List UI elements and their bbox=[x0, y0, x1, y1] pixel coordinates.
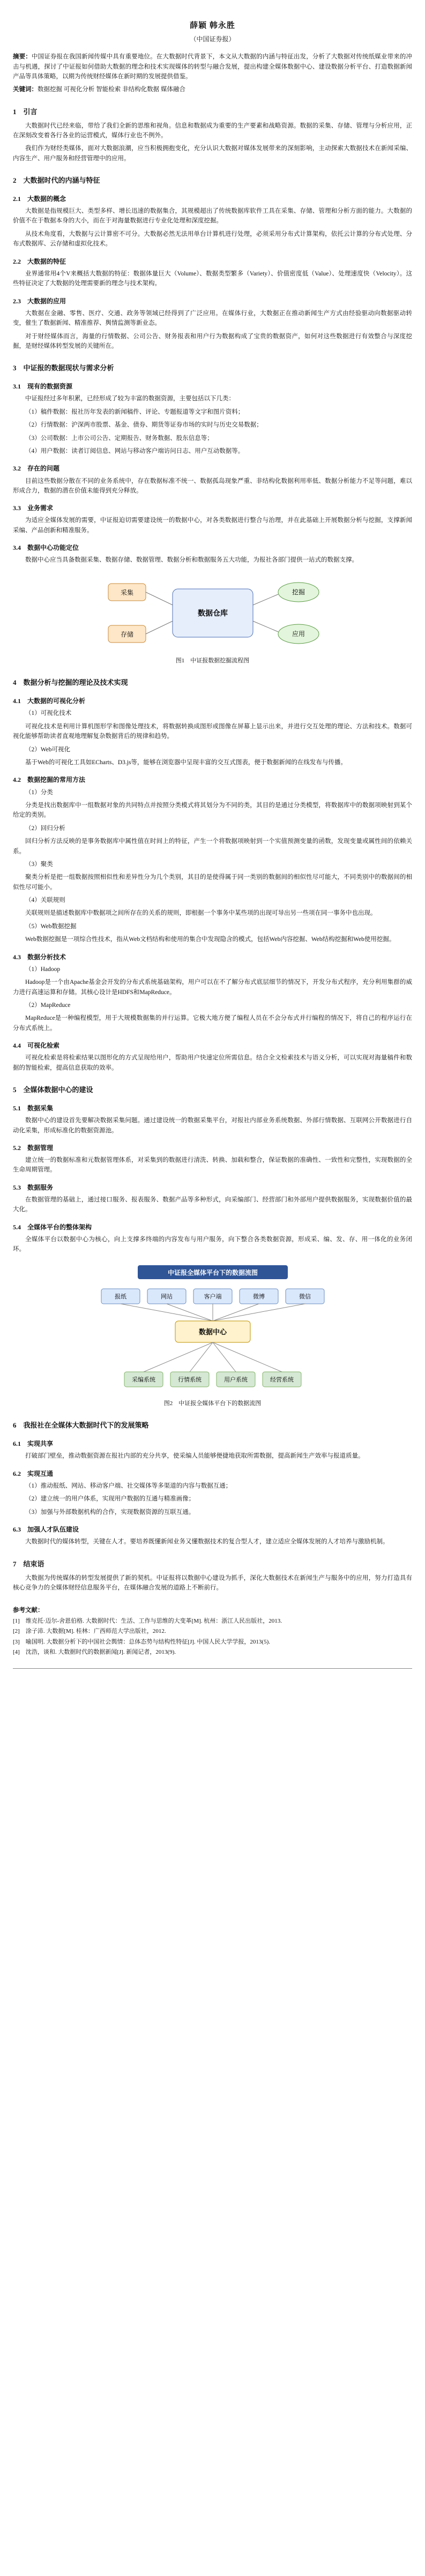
paragraph: （4）关联规则 bbox=[25, 897, 65, 904]
paragraph: （2）行情数据：沪深两市股票、基金、债券、期货等证券市场的实时与历史交易数据； bbox=[25, 422, 263, 429]
paragraph: （5）Web数据挖掘 bbox=[25, 923, 77, 930]
fig2-bottom-label: 采编系统 bbox=[131, 1376, 155, 1383]
paragraph: 中证报经过多年积累，已经形成了较为丰富的数据资源，主要包括以下几类： bbox=[25, 395, 235, 402]
fig2-top-label: 微博 bbox=[252, 1293, 265, 1300]
article-title: 薛颖 韩永胜 bbox=[190, 21, 235, 30]
figure-2 bbox=[13, 1262, 412, 1409]
subsection-heading: 2.2 大数据的特征 bbox=[13, 257, 66, 265]
section-heading: 5 全媒体数据中心的建设 bbox=[13, 1086, 93, 1094]
paragraph: 数据中心的建设首先要解决数据采集问题。通过建设统一的数据采集平台，对报社内部业务系统数据、外部行情数据、互联网公开数据进行自动化采集，形成标准化的数据资源池。 bbox=[13, 1117, 412, 1134]
fig1-label-collect: 采集 bbox=[120, 588, 133, 596]
paragraph: 打破部门壁垒，推动数据资源在报社内部的充分共享，使采编人员能够便捷地获取所需数据，提高新闻生产效率与报道质量。 bbox=[25, 1453, 364, 1460]
paragraph: Hadoop是一个由Apache基金会开发的分布式系统基础架构，用户可以在不了解分布式底层细节的情况下，开发分布式程序，充分利用集群的威力进行高速运算和存储。其核心设计是HDFS和MapReduce。 bbox=[13, 979, 412, 996]
subsection-heading: 5.1 数据采集 bbox=[13, 1104, 54, 1112]
article-page bbox=[13, 0, 412, 1669]
paragraph: 业界通常用4个V来概括大数据的特征：数据体量巨大（Volume）、数据类型繁多（Variety）、价值密度低（Value）、处理速度快（Velocity）。这些特征决定了大数据的处理需要新的理念与技术架构。 bbox=[13, 270, 412, 287]
paragraph: 可视化检索是将检索结果以图形化的方式呈现给用户，帮助用户快速定位所需信息。结合全文检索技术与语义分析，可以实现对海量稿件和数据的智能检索，提高信息获取的效率。 bbox=[13, 1055, 412, 1071]
figure-2-diagram bbox=[84, 1262, 341, 1396]
keywords-label: 关键词： bbox=[13, 86, 38, 93]
fig2-top-label: 网站 bbox=[160, 1293, 173, 1300]
section-heading: 6 我报社在全媒体大数据时代下的发展策略 bbox=[13, 1421, 149, 1430]
section-heading: 7 结束语 bbox=[13, 1559, 44, 1568]
fig2-bottom-edge bbox=[144, 1342, 213, 1372]
fig2-top-row bbox=[101, 1289, 324, 1321]
paragraph: （2）回归分析 bbox=[25, 825, 65, 832]
article-subtitle: （中国证券报） bbox=[190, 35, 235, 43]
fig2-bottom-edge bbox=[213, 1342, 282, 1372]
keywords bbox=[13, 85, 412, 94]
footer-rule bbox=[13, 1668, 412, 1669]
fig2-center-label: 数据中心 bbox=[198, 1327, 227, 1336]
paragraph: 全媒体平台以数据中心为核心，向上支撑多终端的内容发布与用户服务，向下整合各类数据资源，形成采、编、发、存、用一体化的业务闭环。 bbox=[13, 1236, 412, 1253]
subsection-heading: 4.1 大数据的可视化分析 bbox=[13, 697, 86, 705]
paragraph: 基于Web的可视化工具如ECharts、D3.js等，能够在浏览器中呈现丰富的交互式图表，便于数据新闻的在线发布与传播。 bbox=[25, 759, 347, 766]
paragraph: （1）Hadoop bbox=[25, 966, 61, 973]
paragraph: 数据中心应当具备数据采集、数据存储、数据管理、数据分析和数据服务五大功能，为报社各部门提供一站式的数据支撑。 bbox=[25, 557, 358, 564]
paragraph: 关联规则是描述数据库中数据项之间所存在的关系的规则，即根据一个事务中某些项的出现可导出另一些项在同一事务中也出现。 bbox=[25, 910, 377, 917]
paragraph: 大数据为传统媒体的转型发展提供了新的契机。中证报将以数据中心建设为抓手，深化大数据技术在新闻生产与服务中的应用，努力打造具有核心竞争力的全媒体财经信息服务平台，在媒体融合发展的道路上不断前行。 bbox=[13, 1574, 412, 1591]
paragraph: 在数据管理的基础上，通过接口服务、报表服务、数据产品等多种形式，向采编部门、经营部门和外部用户提供数据服务，实现数据价值的最大化。 bbox=[13, 1197, 412, 1213]
paragraph: 对于财经媒体而言，海量的行情数据、公司公告、财务报表和用户行为数据构成了宝贵的数据资产，如何对这些数据进行有效整合与深度挖掘，是财经媒体转型发展的关键所在。 bbox=[13, 333, 412, 349]
paragraph: 分类是找出数据库中一组数据对象的共同特点并按照分类模式将其划分为不同的类，其目的是通过分类模型，将数据库中的数据项映射到某个给定的类别。 bbox=[13, 802, 412, 819]
section-heading: 1 引言 bbox=[13, 107, 38, 116]
fig2-top-label: 客户端 bbox=[204, 1293, 221, 1300]
reference-item: [3] 喻国明. 大数据分析下的中国社会舆情：总体态势与结构性特征[J]. 中国人民大学学报，2013(5). bbox=[13, 1638, 271, 1645]
paragraph: （4）用户数据：读者订阅信息、网站与移动客户端访问日志、用户互动数据等。 bbox=[25, 447, 244, 454]
paragraph: 大数据在金融、零售、医疗、交通、政务等领域已经得到了广泛应用。在媒体行业，大数据正在推动新闻生产方式由经验驱动向数据驱动转变，催生了数据新闻、精准推荐、舆情监测等新业态。 bbox=[13, 310, 412, 327]
fig2-top-edge bbox=[167, 1304, 213, 1321]
fig2-top-edge bbox=[213, 1304, 305, 1321]
fig2-banner-label: 中证报全媒体平台下的数据流图 bbox=[167, 1268, 258, 1276]
subsection-heading: 6.1 实现共享 bbox=[13, 1440, 54, 1448]
subsection-heading: 5.4 全媒体平台的整体架构 bbox=[13, 1223, 92, 1231]
subsection-heading: 5.2 数据管理 bbox=[13, 1144, 54, 1152]
subsection-heading: 5.3 数据服务 bbox=[13, 1183, 54, 1191]
fig2-top-edge bbox=[121, 1304, 213, 1321]
paragraph: 可视化技术是利用计算机图形学和图像处理技术，将数据转换成图形或图像在屏幕上显示出来，并进行交互处理的理论、方法和技术。数据可视化能够帮助读者直观地理解复杂数据背后的规律和趋势。 bbox=[13, 723, 412, 740]
paragraph: 回归分析方法反映的是事务数据库中属性值在时间上的特征，产生一个将数据项映射到一个实值预测变量的函数，发现变量或属性间的依赖关系。 bbox=[13, 838, 412, 855]
fig1-edge-2 bbox=[146, 621, 173, 634]
paragraph: （1）可视化技术 bbox=[25, 710, 72, 717]
fig1-label-store: 存储 bbox=[120, 630, 133, 638]
fig1-edge-1 bbox=[146, 592, 173, 605]
abstract-text: 中国证券报在我国新闻传媒中具有重要地位。在大数据时代背景下，本文从大数据的内涵与特征出发，分析了大数据对传统纸媒业带来的冲击与机遇，探讨了中证报如何借助大数据的理念和技术实现媒体的转型与融合发展，提出构建全媒体数据中心、建设数据分析平台、打造数据新闻产品等具体策略，以期为传统财经媒体在新时期的发展提供借鉴。 bbox=[13, 54, 413, 80]
subsection-heading: 4.2 数据挖掘的常用方法 bbox=[13, 776, 86, 784]
reference-item: [1] 维克托·迈尔-舍恩伯格. 大数据时代：生活、工作与思维的大变革[M]. 杭州：浙江人民出版社，2013. bbox=[13, 1617, 282, 1624]
paragraph: 为适应全媒体发展的需要，中证报迫切需要建设统一的数据中心，对各类数据进行整合与治理，并在此基础上开展数据分析与挖掘，支撑新闻采编、产品创新和精准服务。 bbox=[13, 517, 412, 534]
figure-1-caption: 图1 中证报数据挖掘流程图 bbox=[175, 657, 250, 664]
fig2-bottom-edge bbox=[190, 1342, 213, 1372]
section-heading: 4 数据分析与挖掘的理论及技术实现 bbox=[13, 678, 128, 687]
reference-item: [4] 沈浩，谈和. 大数据时代的数据新闻[J]. 新闻记者，2013(9). bbox=[13, 1649, 176, 1656]
paragraph: （3）加强与外部数据机构的合作，实现数据资源的互联互通。 bbox=[25, 1509, 195, 1515]
references-heading: 参考文献： bbox=[13, 1607, 44, 1614]
subsection-heading: 4.4 可视化检索 bbox=[13, 1042, 60, 1050]
fig2-top-edge bbox=[213, 1304, 259, 1321]
figure-1 bbox=[13, 573, 412, 666]
paragraph: （1）分类 bbox=[25, 789, 53, 796]
fig1-label-mine: 挖掘 bbox=[292, 588, 305, 596]
abstract-label: 摘要： bbox=[13, 54, 32, 61]
paragraph: （2）建立统一的用户体系，实现用户数据的互通与精准画像； bbox=[25, 1496, 195, 1503]
paragraph: （2）Web可视化 bbox=[25, 746, 71, 753]
article-body bbox=[13, 107, 412, 1593]
paragraph: 大数据时代已经来临，带给了我们全新的思维和视角。信息和数据成为重要的生产要素和战略资源。数据的采集、存储、管理与分析应用，正在深刻改变着各行各业的运营模式，媒体行业也不例外。 bbox=[13, 122, 412, 139]
paragraph: 从技术角度看，大数据与云计算密不可分。大数据必然无法用单台计算机进行处理，必须采用分布式计算架构，依托云计算的分布式处理、分布式数据库、云存储和虚拟化技术。 bbox=[13, 230, 412, 248]
fig1-label-warehouse: 数据仓库 bbox=[197, 608, 228, 617]
subsection-heading: 3.3 业务需求 bbox=[13, 504, 54, 512]
subsection-heading: 6.3 加强人才队伍建设 bbox=[13, 1526, 79, 1534]
keywords-text: 数据挖掘 可视化分析 智能检索 非结构化数据 媒体融合 bbox=[38, 86, 185, 93]
subsection-heading: 2.1 大数据的概念 bbox=[13, 195, 66, 203]
fig2-top-label: 微信 bbox=[299, 1293, 311, 1300]
fig1-edge-3 bbox=[253, 594, 278, 605]
paragraph: （1）推动报纸、网站、移动客户端、社交媒体等多渠道的内容与数据互通； bbox=[25, 1482, 232, 1489]
paragraph: Web数据挖掘是一项综合性技术，指从Web文档结构和使用的集合中发现隐含的模式，包括Web内容挖掘、Web结构挖掘和Web使用挖掘。 bbox=[25, 936, 396, 943]
section-heading: 2 大数据时代的内涵与特征 bbox=[13, 176, 100, 185]
abstract bbox=[13, 52, 412, 81]
subsection-heading: 2.3 大数据的应用 bbox=[13, 297, 66, 305]
paragraph: 目前这些数据分散在不同的业务系统中，存在数据标准不统一、数据孤岛现象严重、非结构化数据利用率低、数据分析能力不足等问题，难以形成合力，数据的潜在价值未能得到充分释放。 bbox=[13, 477, 412, 494]
fig2-top-label: 报纸 bbox=[114, 1293, 126, 1300]
paragraph: （3）公司数据：上市公司公告、定期报告、财务数据、股东信息等； bbox=[25, 435, 213, 442]
subsection-heading: 6.2 实现互通 bbox=[13, 1469, 54, 1477]
figure-1-diagram bbox=[98, 573, 328, 653]
fig2-bottom-label: 行情系统 bbox=[177, 1376, 202, 1383]
references bbox=[13, 1606, 412, 1657]
reference-list bbox=[13, 1617, 412, 1657]
paragraph: （3）聚类 bbox=[25, 861, 53, 868]
paragraph: 聚类分析是把一组数据按照相似性和差异性分为几个类别，其目的是使得属于同一类别的数据间的相似性尽可能大，不同类别中的数据间的相似性尽可能小。 bbox=[13, 874, 412, 891]
reference-item: [2] 涂子沛. 大数据[M]. 桂林：广西师范大学出版社，2012. bbox=[13, 1628, 166, 1635]
paragraph: （1）稿件数据：报社历年发表的新闻稿件、评论、专题报道等文字和图片资料； bbox=[25, 408, 244, 415]
paragraph: （2）MapReduce bbox=[25, 1002, 71, 1009]
paragraph: 大数据是指规模巨大、类型多样、增长迅速的数据集合，其规模超出了传统数据库软件工具在采集、存储、管理和分析方面的能力。大数据的价值不在于数据本身的大小，而在于对海量数据进行专业化处理和深度挖掘。 bbox=[13, 208, 412, 225]
subsection-heading: 3.1 现有的数据资源 bbox=[13, 383, 73, 391]
paragraph: 建立统一的数据标准和元数据管理体系，对采集到的数据进行清洗、转换、加载和整合，保证数据的准确性、一致性和完整性，实现数据的全生命周期管理。 bbox=[13, 1157, 412, 1174]
fig2-bottom-edge bbox=[213, 1342, 236, 1372]
section-heading: 3 中证报的数据现状与需求分析 bbox=[13, 364, 114, 372]
fig2-bottom-label: 用户系统 bbox=[223, 1376, 248, 1383]
paragraph: 我们作为财经类媒体，面对大数据浪潮，应当积极拥抱变化，充分认识大数据对媒体发展带来的深刻影响，主动探索大数据技术在新闻采编、内容生产、用户服务和经营管理中的应用。 bbox=[13, 145, 412, 162]
subsection-heading: 3.2 存在的问题 bbox=[13, 465, 60, 473]
fig2-bottom-label: 经营系统 bbox=[270, 1376, 294, 1383]
subsection-heading: 3.4 数据中心功能定位 bbox=[13, 544, 79, 552]
subsection-heading: 4.3 数据分析技术 bbox=[13, 953, 66, 961]
fig2-bottom-row bbox=[124, 1342, 301, 1387]
fig1-edge-4 bbox=[253, 621, 278, 632]
figure-2-caption: 图2 中证报全媒体平台下的数据流图 bbox=[163, 1400, 262, 1407]
paragraph: 大数据时代的媒体转型，关键在人才。要培养既懂新闻业务又懂数据技术的复合型人才，建立适应全媒体发展的人才培养与激励机制。 bbox=[25, 1539, 389, 1545]
fig1-label-apply: 应用 bbox=[292, 630, 305, 638]
paragraph: MapReduce是一种编程模型，用于大规模数据集的并行运算。它极大地方便了编程人员在不会分布式并行编程的情况下，将自己的程序运行在分布式系统上。 bbox=[13, 1015, 412, 1032]
